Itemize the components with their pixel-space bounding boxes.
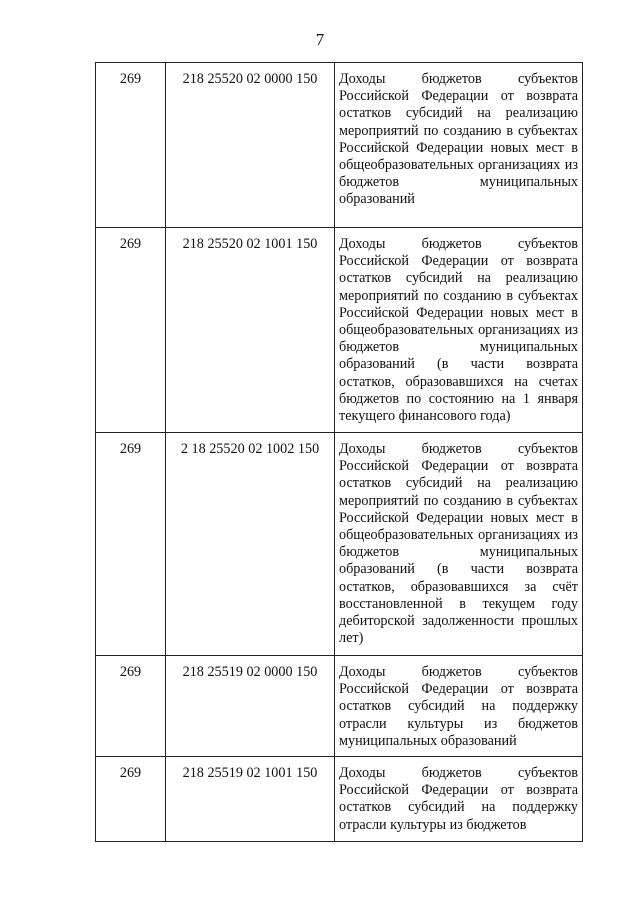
table-row	[96, 433, 583, 656]
page-number: 7	[315, 30, 325, 49]
table-row	[96, 757, 583, 842]
admin-code-cell: 269	[96, 656, 166, 757]
admin-code-cell: 269	[96, 228, 166, 433]
revenue-name-cell: Доходы бюджетов субъектов Российской Федерации от возврата остатков субсидий на реализацию мероприятий по созданию в субъектах Российской Федерации новых мест в общеобразовательных организациях из бюджетов муниципальных образований	[335, 63, 583, 228]
admin-code-cell: 269	[96, 63, 166, 228]
table-row	[96, 63, 583, 228]
budget-classification-code-cell: 218 25520 02 1001 150	[166, 228, 335, 433]
budget-classification-code-cell: 218 25519 02 1001 150	[166, 757, 335, 842]
revenue-name-cell: Доходы бюджетов субъектов Российской Федерации от возврата остатков субсидий на реализацию мероприятий по созданию в субъектах Российской Федерации новых мест в общеобразовательных организациях из бюджетов муниципальных образований (в части возврата остатков, образовавшихся на счетах бюджетов по состоянию на 1 января текущего финансового года)	[335, 228, 583, 433]
admin-code-cell: 269	[96, 433, 166, 656]
table-row	[96, 656, 583, 757]
budget-classification-code-cell: 2 18 25520 02 1002 150	[166, 433, 335, 656]
revenue-name-cell: Доходы бюджетов субъектов Российской Федерации от возврата остатков субсидий на поддержку отрасли культуры из бюджетов муниципальных образований	[335, 656, 583, 757]
table-row	[96, 228, 583, 433]
budget-codes-table	[95, 62, 583, 842]
revenue-name-cell: Доходы бюджетов субъектов Российской Федерации от возврата остатков субсидий на реализацию мероприятий по созданию в субъектах Российской Федерации новых мест в общеобразовательных организациях из бюджетов муниципальных образований (в части возврата остатков, образовавшихся за счёт восстановленной в текущем году дебиторской задолженности прошлых лет)	[335, 433, 583, 656]
budget-classification-code-cell: 218 25520 02 0000 150	[166, 63, 335, 228]
revenue-name-cell: Доходы бюджетов субъектов Российской Федерации от возврата остатков субсидий на поддержку отрасли культуры из бюджетов	[335, 757, 583, 842]
admin-code-cell: 269	[96, 757, 166, 842]
budget-classification-code-cell: 218 25519 02 0000 150	[166, 656, 335, 757]
